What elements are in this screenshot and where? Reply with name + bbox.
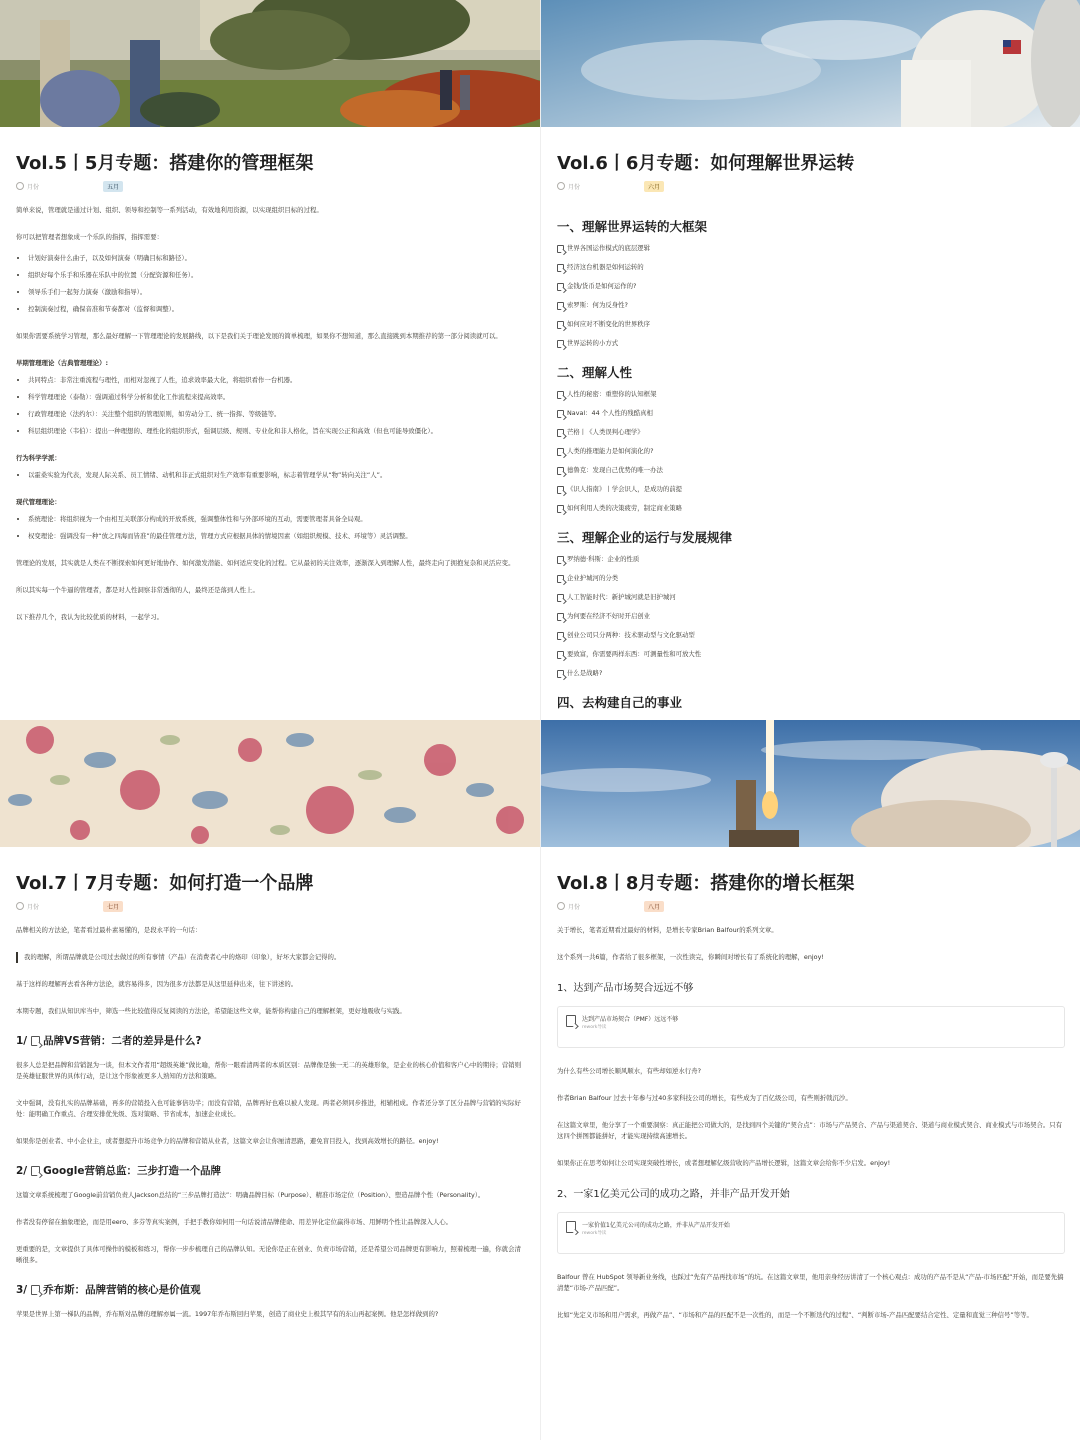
vol6-cover-astronaut (541, 0, 1080, 127)
link-text: 索罗斯：何为反身性? (567, 301, 628, 309)
property-label: 月份 (27, 903, 40, 911)
list-item: • 系统理论：将组织视为一个由相互关联部分构成的开放系统，强调整体性和与外部环境的互动，需要管理者具备全局观。 (28, 514, 524, 525)
page-link[interactable] (557, 281, 1065, 292)
page-link[interactable] (557, 592, 1065, 603)
page-link-icon (557, 505, 564, 513)
link-text: 人工智能时代：新护城河就是旧护城河 (567, 593, 676, 601)
page-link-icon (557, 486, 564, 494)
link-text: 《识人指南》丨学会识人，是成功的前提 (567, 485, 683, 493)
paragraph: Balfour 曾在 HubSpot 领导新业务线，也踩过“先有产品再找市场”的坑。在这篇文章里，他用亲身经历讲清了一个核心观点：成功的产品不是从“产品-市场匹配”开始，而是要先搞清楚“市场-产品匹配”。 (557, 1273, 1064, 1292)
bookmark-source: rework导读 (582, 1025, 607, 1030)
page-title: Vol.5丨5月专题：搭建你的管理框架 (16, 153, 314, 174)
month-property (16, 181, 524, 191)
bookmark-card[interactable] (557, 1212, 1065, 1254)
page-link[interactable] (557, 611, 1065, 622)
link-text: 芒格丨《人类误判心理学》 (567, 428, 644, 436)
vol8-panel (540, 720, 1080, 1440)
section-label: 早期管理理论（古典管理理论）: (16, 359, 109, 367)
section-heading: 三、理解企业的运行与发展规律 (557, 530, 733, 545)
page-link[interactable] (557, 427, 1065, 438)
paragraph: 所以其实每一个牛逼的管理者，都是对人性洞察非常透彻的人，最终还是落到人性上。 (16, 586, 259, 594)
page-link-icon (557, 302, 564, 310)
page-link-icon (31, 1285, 40, 1295)
link-text: 要致富，你需要两样东西：可测量性和可放大性 (567, 650, 702, 658)
page-link-icon (557, 429, 564, 437)
month-tag[interactable]: 五月 (103, 181, 123, 192)
page-link[interactable] (557, 554, 1065, 565)
link-text: Naval：44 个人性的残酷真相 (567, 409, 653, 417)
paragraph: 在这篇文章里，他分享了一个重要洞察：真正能把公司做大的，是找到四个关键的“契合点”：市场与产品契合、产品与渠道契合、渠道与商业模式契合、商业模式与市场契合。只有这四个拼图都能拼好，才能实现持续高速增长。 (557, 1121, 1063, 1140)
property-label: 月份 (568, 903, 581, 911)
vol5-panel (0, 0, 540, 720)
link-text: 德鲁克：发现自己优势的唯一办法 (567, 466, 663, 474)
link-text: 世界运转的小方式 (567, 339, 619, 347)
paragraph: 品牌相关的方法论，笔者看过最朴素易懂的，是段永平的一句话： (16, 926, 202, 934)
link-list (557, 389, 1065, 514)
page-title: Vol.6丨6月专题：如何理解世界运转 (557, 153, 855, 174)
link-text: 人性的秘密：重塑你的认知框架 (567, 390, 657, 398)
bookmark-card[interactable] (557, 1006, 1065, 1048)
list-item: • 控制演奏过程，确保音准和节奏都对（监督和调整）。 (28, 304, 524, 315)
section-heading: 四、去构建自己的事业 (557, 695, 683, 710)
page-link-icon (557, 391, 564, 399)
link-text: 什么是战略? (567, 669, 603, 677)
bookmark-title: 一家价值1亿美元公司的成功之路，并非从产品开发开始 (582, 1222, 730, 1229)
link-text: 经济这台机器是如何运转的 (567, 263, 644, 271)
list-item: • 共同特点：非常注重流程与理性，而相对忽视了人性，追求效率最大化，将组织看作一台机器。 (28, 375, 524, 386)
page-link[interactable] (557, 389, 1065, 400)
paragraph: 基于这样的理解再去看各种方法论，就容易得多，因为很多方法都是从这里延伸出来，往下讲述的。 (16, 980, 298, 988)
clock-icon (16, 902, 24, 910)
bookmark-title: 达到产品市场契合（PMF）远远不够 (582, 1016, 679, 1023)
page-link-icon (557, 575, 564, 583)
list-item: • 组织好每个乐手和乐器在乐队中的位置（分配资源和任务）。 (28, 270, 524, 281)
page-link[interactable] (557, 573, 1065, 584)
page-link-icon (557, 448, 564, 456)
bullet-list (16, 514, 524, 542)
page-link[interactable] (557, 649, 1065, 660)
page-link[interactable] (557, 262, 1065, 273)
list-item: • 计划好演奏什么曲子，以及如何演奏（明确目标和路径）。 (28, 253, 524, 264)
bookmark-source: rework导读 (582, 1231, 607, 1236)
paragraph: 本期专题，我们从知识库当中，筛选一些比较值得反复阅读的方法论，希望能这些文章，能帮你构建自己的理解框架，更好地吸收与实践。 (16, 1007, 406, 1015)
heading-number: 1/ (16, 1034, 28, 1047)
link-text: 如何利用人类的决策疲劳，制定商业策略 (567, 504, 683, 512)
list-item: • 科层组织理论（韦伯）：提出一种理想的、理性化的组织形式，强调层级、规则、专业化和非人格化，旨在实现公正和高效（但也可能导致僵化）。 (28, 426, 524, 437)
page-link-icon (557, 340, 564, 348)
section-heading (16, 1282, 524, 1297)
link-text: 创业公司只分两种：技术驱动型与文化驱动型 (567, 631, 695, 639)
page-link-icon (557, 556, 564, 564)
list-item: • 行政管理理论（法约尔）：关注整个组织的管理原则，如劳动分工、统一指挥、等级链等。 (28, 409, 524, 420)
paragraph: 更重要的是，文章提供了具体可操作的模板和练习，帮你一步步梳理自己的品牌认知。无论你是正在创业、负责市场营销，还是希望公司品牌更有影响力，照着梳理一遍，你就会清晰很多。 (16, 1245, 521, 1264)
paragraph: 这个系列一共6篇，作者给了很多框架，一次性读完，你瞬间对增长有了系统化的理解，enjoy! (557, 953, 824, 961)
list-item: • 科学管理理论（泰勒）：强调通过科学分析和优化工作流程来提高效率。 (28, 392, 524, 403)
page-title: Vol.7丨7月专题：如何打造一个品牌 (16, 873, 314, 894)
heading-number: 2/ (16, 1164, 28, 1177)
section-label: 现代管理理论： (16, 498, 61, 506)
paragraph: 这篇文章系统梳理了Google前营销负责人Jackson总结的“三步品牌打造法”：明确品牌目标（Purpose）、精准市场定位（Position）、塑造品牌个性（Personality）。 (16, 1191, 485, 1199)
heading-link-text[interactable]: Google营销总监：三步打造一个品牌 (43, 1165, 221, 1177)
heading-link-text[interactable]: 品牌VS营销：二者的差异是什么? (43, 1035, 202, 1047)
page-link-icon (557, 410, 564, 418)
link-text: 世界各国运作模式的底层逻辑 (567, 244, 651, 252)
paragraph: 为什么有些公司增长顺风顺水，有些却如逆水行舟? (557, 1067, 701, 1075)
page-link-icon (557, 651, 564, 659)
section-label: 行为科学学派： (16, 454, 61, 462)
property-label: 月份 (568, 183, 581, 191)
section-heading: 1、达到产品市场契合远远不够 (557, 983, 694, 994)
page-link[interactable] (557, 465, 1065, 476)
clock-icon (557, 182, 565, 190)
page-link-icon (557, 264, 564, 272)
list-item: • 以霍桑实验为代表，发现人际关系、员工情绪、动机和非正式组织对生产效率有重要影响，标志着管理学从“物”转向关注“人”。 (28, 470, 524, 481)
page-link-icon (566, 1221, 576, 1233)
page-link-icon (31, 1166, 40, 1176)
page-link[interactable] (557, 503, 1065, 514)
paragraph: 关于增长，笔者近期看过最好的材料，是增长专家Brian Balfour的系列文章。 (557, 926, 778, 934)
page-link-icon (557, 245, 564, 253)
link-text: 如何应对不断变化的世界秩序 (567, 320, 651, 328)
page-link[interactable] (557, 243, 1065, 254)
page-link[interactable] (557, 319, 1065, 330)
paragraph: 如果你是创业者、中小企业主，或者想提升市场竞争力的品牌和营销从业者，这篇文章会让你厘清思路，避免盲目投入，找到高效增长的路径。enjoy! (16, 1137, 439, 1145)
page-link-icon (557, 283, 564, 291)
paragraph: 苹果是世界上第一梯队的品牌，乔布斯对品牌的理解亦属一流。1997年乔布斯回归苹果，创造了商业史上极其罕有的东山再起案例。他是怎样做到的? (16, 1310, 439, 1318)
page-link-icon (557, 467, 564, 475)
vol5-cover-painting (0, 0, 540, 127)
paragraph: 如果你需要系统学习管理，那么最好理解一下管理理论的发展路线，以下是我们关于理论发展的简单梳理，如果你不想知道，那么直接跳到本期推荐的第一部分阅读就可以。 (16, 332, 502, 340)
paragraph: 简单来说，管理就是通过计划、组织、领导和控制等一系列活动，有效地利用资源，以实现组织目标的过程。 (16, 206, 323, 214)
section-heading (16, 1163, 524, 1178)
paragraph: 比如“先定义市场和用户需求，再做产品”、“市场和产品的匹配不是一次性的，而是一个不断迭代的过程”、“判断市场-产品匹配要结合定性、定量和直觉三种信号”等等。 (557, 1311, 1033, 1319)
link-text: 人类的推理能力是如何演化的? (567, 447, 654, 455)
page-link-icon (566, 1015, 576, 1027)
section-heading: 2、一家1亿美元公司的成功之路，并非产品开发开始 (557, 1189, 790, 1200)
page-link-icon (557, 632, 564, 640)
vol7-cover-floral-pattern (0, 720, 540, 847)
page-link[interactable] (557, 668, 1065, 679)
paragraph: 很多人总是把品牌和营销混为一谈，但本文作者用“超级英雄”做比喻，帮你一眼看清两者的本质区别：品牌像是独一无二的英雄形象，是企业的核心价值和客户心中的期待；营销则是英雄征服世界的具体行动，是让这个形象被更多人熟知的方法和策略。 (16, 1061, 522, 1080)
paragraph: 管理论的发展，其实就是人类在不断探索如何更好地协作、如何激发潜能、如何适应变化的过程。它从最初的关注效率，逐渐深入到理解人性，最终走向了拥抱复杂和灵活应变。 (16, 559, 515, 567)
link-text: 企业护城河的分类 (567, 574, 619, 582)
page-link[interactable] (557, 300, 1065, 311)
clock-icon (557, 902, 565, 910)
bullet-list (16, 470, 524, 481)
paragraph: 作者Brian Balfour 过去十年参与过40多家科技公司的增长，有些成为了百亿级公司，有些则折戟沉沙。 (557, 1094, 852, 1102)
page-link-icon (31, 1036, 40, 1046)
page-link[interactable] (557, 446, 1065, 457)
paragraph: 作者没有停留在抽象理论，而是用eero、多芬等真实案例，手把手教你如何用一句话说清品牌使命、用差异化定位赢得市场、用鲜明个性让品牌深入人心。 (16, 1218, 453, 1226)
section-heading (16, 1033, 524, 1048)
vol7-panel (0, 720, 540, 1440)
link-text: 罗纳德·科斯：企业的性质 (567, 555, 640, 563)
link-text: 金钱/货币是如何运作的? (567, 282, 637, 290)
month-property (557, 901, 1065, 911)
section-heading: 二、理解人性 (557, 365, 633, 380)
page-title: Vol.8丨8月专题：搭建你的增长框架 (557, 873, 855, 894)
heading-link-text[interactable]: 乔布斯：品牌营销的核心是价值观 (43, 1284, 201, 1296)
section-heading: 一、理解世界运转的大框架 (557, 219, 708, 234)
list-item: • 权变理论：强调没有一种“放之四海而皆准”的最佳管理方法，管理方式应根据具体的情境因素（如组织规模、技术、环境等）灵活调整。 (28, 531, 524, 542)
bullet-list (16, 375, 524, 437)
quote-block: 我的理解，所谓品牌就是公司过去做过的所有事情（产品）在消费者心中的烙印（印象），好坏大家都会记得的。 (16, 952, 524, 963)
page-link[interactable] (557, 484, 1065, 495)
page-link-icon (557, 613, 564, 621)
month-tag[interactable]: 七月 (103, 901, 123, 912)
page-link-icon (557, 594, 564, 602)
paragraph: 文中强调，没有扎实的品牌基础，再多的营销投入也可能事倍功半；而没有营销，品牌再好也难以被人发现。两者必须同步推进，相辅相成。作者还分享了区分品牌与营销的实际好处：能明确工作重点、合理安排优先级、选对策略、节省成本，加速企业成长。 (16, 1099, 521, 1118)
paragraph: 以下推荐几个，我认为比较优质的材料，一起学习。 (16, 613, 163, 621)
page-link[interactable] (557, 338, 1065, 349)
vol8-cover-rocket-launch (541, 720, 1080, 847)
list-item: • 领导乐手们一起努力演奏（激励和指导）。 (28, 287, 524, 298)
link-list (557, 243, 1065, 349)
clock-icon (16, 182, 24, 190)
property-label: 月份 (27, 183, 40, 191)
month-property (557, 181, 1065, 191)
month-tag[interactable]: 六月 (644, 181, 664, 192)
paragraph: 如果你正在思考如何让公司实现突破性增长，或者想理解亿级营收的产品增长逻辑，这篇文章会给你不少启发。enjoy! (557, 1159, 891, 1167)
bullet-list (16, 253, 524, 315)
month-tag[interactable]: 八月 (644, 901, 664, 912)
heading-number: 3/ (16, 1283, 28, 1296)
link-text: 为何要在经济不好时开启创业 (567, 612, 651, 620)
page-link-icon (557, 321, 564, 329)
vol6-panel (540, 0, 1080, 720)
paragraph: 你可以把管理者想象成一个乐队的指挥，指挥需要： (16, 233, 163, 241)
page-link-icon (557, 670, 564, 678)
page-link[interactable] (557, 408, 1065, 419)
month-property (16, 901, 524, 911)
link-list (557, 554, 1065, 679)
page-link[interactable] (557, 630, 1065, 641)
